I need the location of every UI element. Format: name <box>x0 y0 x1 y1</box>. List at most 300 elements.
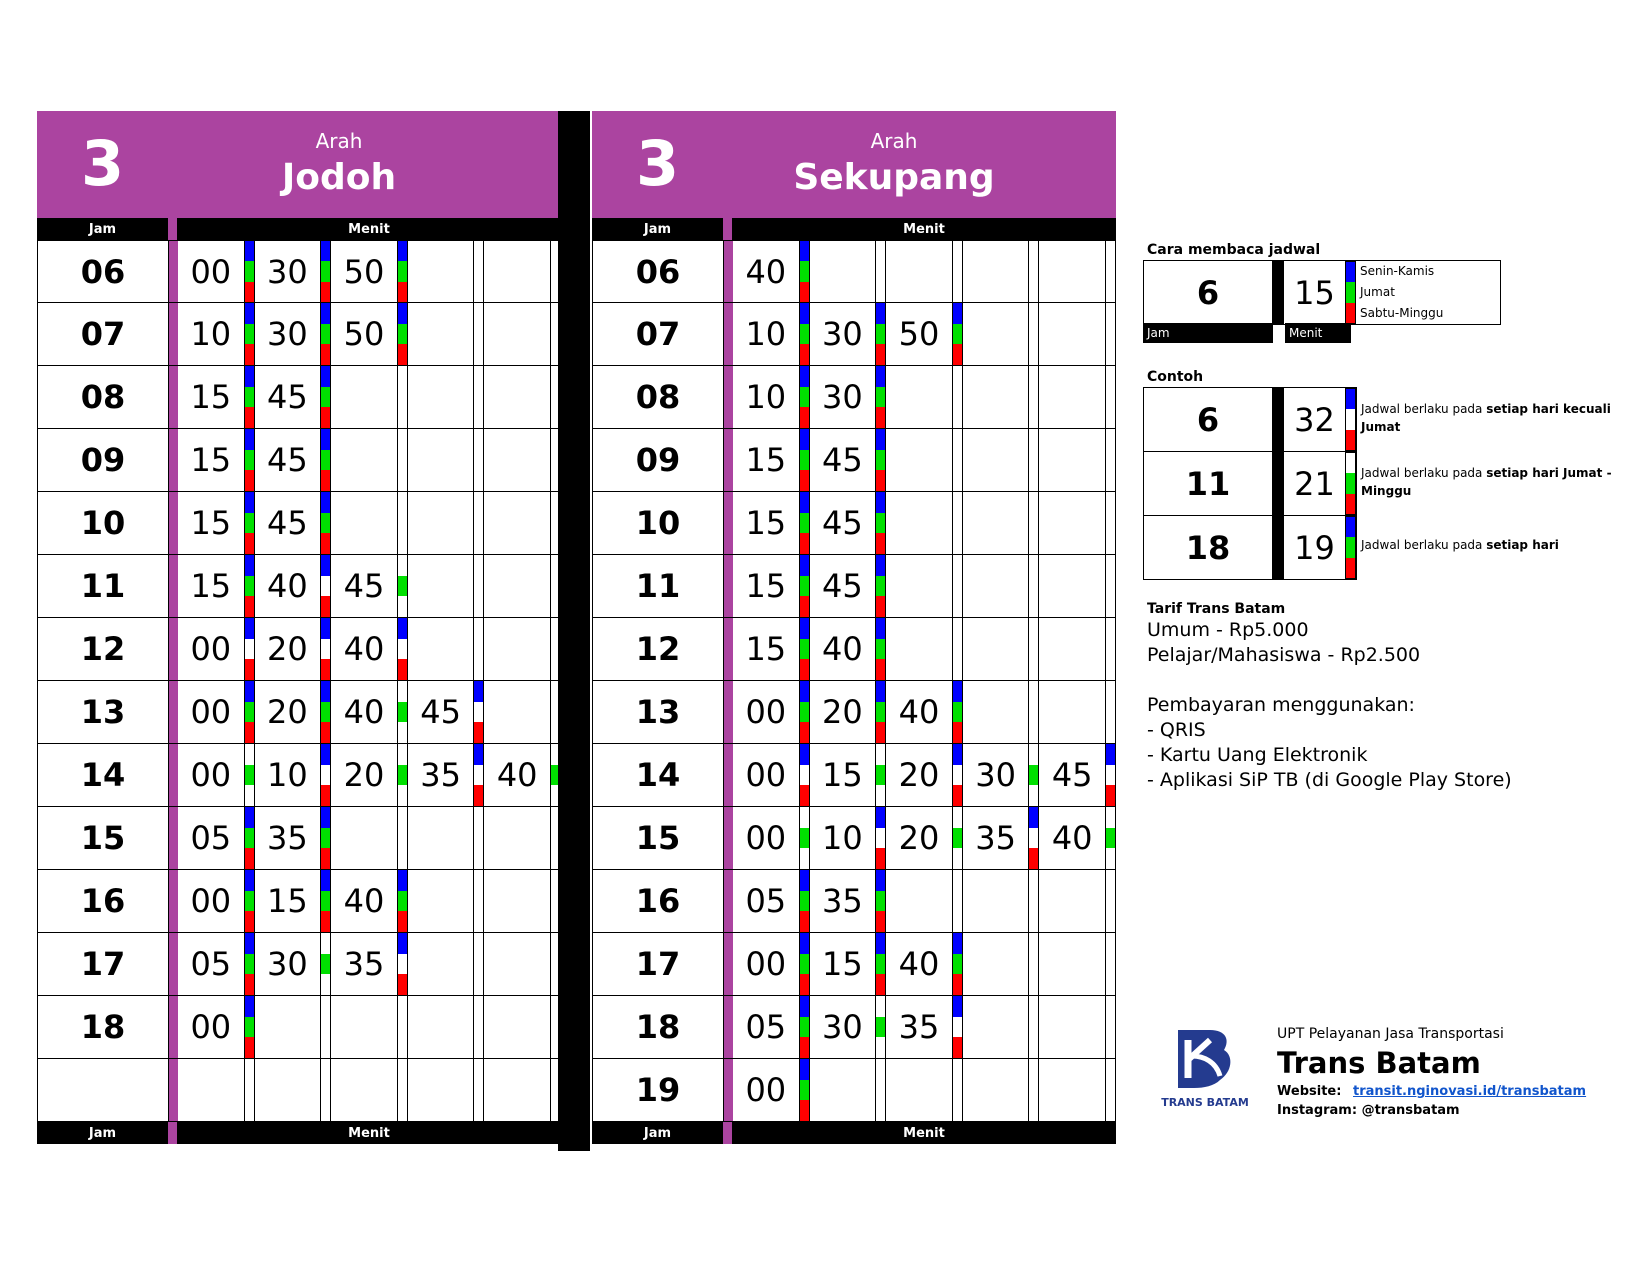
minute-cell <box>1039 807 1116 869</box>
payment-app: - Aplikasi SiP TB (di Google Play Store) <box>1147 769 1512 791</box>
day-indicator <box>875 492 886 554</box>
minute-cell <box>886 492 963 554</box>
minute-value <box>408 996 474 1058</box>
minute-value <box>963 681 1029 743</box>
day-indicator <box>799 303 810 365</box>
day-indicator <box>952 807 963 869</box>
day-indicator <box>1105 555 1116 617</box>
minute-cell <box>255 744 332 806</box>
minute-cell <box>963 870 1040 932</box>
minute-value: 35 <box>267 819 308 857</box>
minute-value <box>963 870 1029 932</box>
minute-cells <box>178 807 561 869</box>
minute-cell <box>886 996 963 1058</box>
timetable-sekupang <box>592 111 1116 1144</box>
day-indicator <box>952 429 963 491</box>
minute-cell <box>484 681 561 743</box>
row-separator <box>169 870 178 932</box>
day-indicator <box>1105 744 1116 806</box>
day-indicator <box>875 996 886 1058</box>
minute-value: 45 <box>343 567 385 605</box>
minute-cell <box>810 681 887 743</box>
example-row <box>1144 388 1611 451</box>
minute-value <box>484 1059 550 1121</box>
day-indicator <box>799 618 810 680</box>
day-indicator <box>397 366 408 428</box>
how-to-read-title: Cara membaca jadwal <box>1147 242 1321 258</box>
minute-value: 40 <box>343 882 385 920</box>
minute-cell <box>810 303 887 365</box>
row-separator <box>724 744 733 806</box>
minute-cells <box>178 744 561 806</box>
day-indicator <box>320 870 331 932</box>
minute-cell <box>255 241 332 302</box>
minute-cell <box>963 241 1040 302</box>
minute-cell <box>963 933 1040 995</box>
day-indicator <box>244 996 255 1058</box>
row-separator <box>169 241 178 302</box>
day-indicator <box>875 366 886 428</box>
minute-cell <box>331 366 408 428</box>
minute-value: 45 <box>822 441 863 479</box>
minute-value: 40 <box>496 756 538 794</box>
day-indicator <box>875 681 886 743</box>
day-indicator <box>320 492 331 554</box>
day-indicator <box>397 807 408 869</box>
day-indicator <box>397 618 408 680</box>
minute-cell <box>484 429 561 491</box>
minute-cell <box>331 1059 408 1121</box>
menit-header: Menit <box>177 218 561 240</box>
row-separator <box>169 492 178 554</box>
minute-value <box>408 1059 474 1121</box>
day-indicator <box>320 555 331 617</box>
minute-value <box>886 618 952 680</box>
minute-value: 15 <box>745 441 787 479</box>
minute-cell <box>255 366 332 428</box>
minute-cell <box>733 870 810 932</box>
minute-cell <box>484 618 561 680</box>
day-indicator <box>320 744 331 806</box>
day-indicator <box>473 870 484 932</box>
day-indicator <box>473 807 484 869</box>
minute-cells <box>178 933 561 995</box>
minute-value: 00 <box>190 693 232 731</box>
example-text-bold: setiap hari Jumat - Minggu <box>1361 466 1612 498</box>
day-indicator <box>799 241 810 302</box>
day-indicator <box>952 996 963 1058</box>
day-indicator <box>799 996 810 1058</box>
example-row <box>1144 515 1559 579</box>
day-indicator <box>875 807 886 869</box>
day-indicator <box>1028 366 1039 428</box>
day-indicator <box>1345 388 1356 451</box>
minute-value: 10 <box>190 315 232 353</box>
day-indicator <box>473 1059 484 1121</box>
minute-value <box>255 1059 321 1121</box>
minute-value <box>963 366 1029 428</box>
direction-label: Arah <box>315 129 363 153</box>
minute-value: 40 <box>822 630 863 668</box>
minute-cells <box>733 241 1116 302</box>
day-indicator <box>320 996 331 1058</box>
minute-cell <box>178 241 255 302</box>
minute-cell <box>178 429 255 491</box>
day-indicator <box>799 807 810 869</box>
minute-cell <box>331 744 408 806</box>
minute-value: 00 <box>190 630 232 668</box>
row-separator <box>724 492 733 554</box>
day-indicator <box>397 996 408 1058</box>
day-indicator <box>952 744 963 806</box>
minute-value: 45 <box>420 693 461 731</box>
minute-cell <box>255 303 332 365</box>
minute-cells <box>733 744 1116 806</box>
schedule-row <box>593 996 1116 1059</box>
minute-cells <box>178 429 561 491</box>
minute-value <box>1039 429 1105 491</box>
minute-value <box>484 303 550 365</box>
minute-value: 20 <box>898 756 940 794</box>
day-indicator <box>320 429 331 491</box>
hour-cell: 19 <box>593 1059 724 1121</box>
day-indicator <box>473 303 484 365</box>
example-text-bold: setiap hari kecuali Jumat <box>1361 402 1611 434</box>
day-indicator <box>875 429 886 491</box>
minute-cell <box>1039 1059 1116 1121</box>
minute-value: 50 <box>343 315 385 353</box>
minute-cell <box>255 807 332 869</box>
destination-name: Sekupang <box>793 157 995 198</box>
day-indicator <box>397 303 408 365</box>
row-separator <box>724 618 733 680</box>
day-indicator <box>397 744 408 806</box>
minute-cell <box>886 555 963 617</box>
schedule-row <box>593 240 1116 303</box>
day-indicator <box>799 933 810 995</box>
row-separator <box>169 429 178 491</box>
contoh-title: Contoh <box>1147 369 1204 385</box>
day-indicator <box>244 429 255 491</box>
minute-value: 10 <box>267 756 308 794</box>
minute-cells <box>733 870 1116 932</box>
footer-separator <box>723 1122 732 1144</box>
hour-cell: 06 <box>38 241 169 302</box>
example-hour: 18 <box>1185 528 1231 567</box>
hour-cell <box>38 1059 169 1121</box>
website-link[interactable]: transit.nginovasi.id/transbatam <box>1353 1084 1587 1099</box>
minute-cell <box>408 366 485 428</box>
minute-cell <box>733 744 810 806</box>
schedule-row <box>593 555 1116 618</box>
minute-value: 15 <box>190 441 232 479</box>
day-indicator <box>320 303 331 365</box>
minute-cells <box>733 618 1116 680</box>
day-indicator <box>952 870 963 932</box>
hour-cell: 09 <box>38 429 169 491</box>
row-separator <box>724 1059 733 1121</box>
minute-cell <box>331 933 408 995</box>
day-indicator <box>1028 681 1039 743</box>
minute-cell <box>886 241 963 302</box>
minute-value: 45 <box>822 504 863 542</box>
minute-cell <box>408 933 485 995</box>
minute-cell <box>963 807 1040 869</box>
hour-cell: 08 <box>38 366 169 428</box>
minute-value: 45 <box>822 567 863 605</box>
minute-cell <box>886 681 963 743</box>
day-indicator <box>1028 492 1039 554</box>
minute-cell <box>1039 933 1116 995</box>
minute-cells <box>178 366 561 428</box>
minute-cell <box>810 366 887 428</box>
minute-value <box>408 555 474 617</box>
minute-cells <box>733 1059 1116 1121</box>
row-separator <box>724 241 733 302</box>
day-indicator <box>244 366 255 428</box>
row-separator <box>169 303 178 365</box>
minute-value <box>408 303 474 365</box>
minute-cells <box>733 429 1116 491</box>
hour-cell: 18 <box>593 996 724 1058</box>
day-indicator <box>875 618 886 680</box>
minute-value <box>1039 241 1105 302</box>
minute-cell <box>1039 366 1116 428</box>
minute-value: 20 <box>267 693 308 731</box>
minute-value: 00 <box>745 756 787 794</box>
minute-cell <box>963 744 1040 806</box>
minute-value: 45 <box>267 441 308 479</box>
example-row <box>1144 451 1612 515</box>
minute-value <box>484 366 550 428</box>
minute-value <box>484 429 550 491</box>
minute-cells <box>178 618 561 680</box>
payment-qris: - QRIS <box>1147 719 1206 741</box>
day-indicator <box>397 555 408 617</box>
instagram-label: Instagram: <box>1277 1103 1358 1118</box>
minute-cell <box>255 429 332 491</box>
schedule-row <box>38 996 561 1059</box>
minute-cell <box>733 241 810 302</box>
day-indicator <box>397 492 408 554</box>
minute-cell <box>810 744 887 806</box>
day-indicator <box>1105 681 1116 743</box>
minute-cell <box>886 1059 963 1121</box>
minute-cell <box>810 1059 887 1121</box>
row-separator <box>724 807 733 869</box>
row-separator <box>169 933 178 995</box>
minute-value <box>1039 870 1105 932</box>
hour-cell: 15 <box>593 807 724 869</box>
minute-value: 20 <box>343 756 385 794</box>
minute-cell <box>810 870 887 932</box>
upt-label: UPT Pelayanan Jasa Transportasi <box>1277 1026 1504 1042</box>
minute-cell <box>484 366 561 428</box>
day-indicator <box>875 744 886 806</box>
schedule-row <box>593 492 1116 555</box>
minute-cell <box>331 492 408 554</box>
minute-value: 35 <box>822 882 863 920</box>
minute-cells <box>733 492 1116 554</box>
minute-value: 05 <box>190 945 232 983</box>
day-label-jumat: Jumat <box>1360 285 1395 299</box>
direction-label: Arah <box>870 129 918 153</box>
day-indicator <box>1028 870 1039 932</box>
minute-cell <box>1039 429 1116 491</box>
minute-cell <box>178 681 255 743</box>
day-indicator <box>1105 303 1116 365</box>
minute-value <box>963 996 1029 1058</box>
minute-value: 30 <box>267 252 308 291</box>
minute-value: 45 <box>267 378 308 416</box>
trans-batam-logo <box>1160 1026 1250 1109</box>
minute-value <box>963 241 1029 302</box>
day-indicator <box>952 1059 963 1121</box>
minute-value: 00 <box>190 882 232 920</box>
minute-value <box>886 429 952 491</box>
day-indicator <box>397 1059 408 1121</box>
day-indicator <box>799 1059 810 1121</box>
schedule-row <box>38 681 561 744</box>
minute-cell <box>733 429 810 491</box>
minute-cell <box>886 870 963 932</box>
minute-cell <box>255 492 332 554</box>
minute-value <box>484 807 550 869</box>
minute-cell <box>484 241 561 302</box>
day-indicator <box>473 996 484 1058</box>
minute-cells <box>733 681 1116 743</box>
minute-cell <box>810 807 887 869</box>
route-number: 3 <box>636 127 680 200</box>
minute-cell <box>886 366 963 428</box>
schedule-row <box>593 618 1116 681</box>
minute-cell <box>255 933 332 995</box>
example-separator <box>1272 452 1283 515</box>
brand-info <box>1277 1026 1586 1118</box>
minute-value: 10 <box>745 378 787 416</box>
timetable-divider <box>558 111 590 1151</box>
hour-cell: 09 <box>593 429 724 491</box>
example-text: Jadwal berlaku pada <box>1361 538 1487 552</box>
example-hour: 11 <box>1185 464 1231 503</box>
minute-value <box>963 555 1029 617</box>
minute-cell <box>331 807 408 869</box>
day-indicator <box>473 555 484 617</box>
day-indicator <box>244 870 255 932</box>
minute-cell <box>1039 241 1116 302</box>
minute-value: 15 <box>190 504 232 542</box>
row-separator <box>724 555 733 617</box>
timetable-jodoh <box>37 111 561 1144</box>
minute-cell <box>733 933 810 995</box>
day-indicator <box>875 241 886 302</box>
minute-cell <box>1039 555 1116 617</box>
minute-cell <box>255 996 332 1058</box>
minute-cell <box>178 618 255 680</box>
day-indicator <box>952 492 963 554</box>
hour-cell: 08 <box>593 366 724 428</box>
minute-value <box>886 366 952 428</box>
minute-cells <box>178 555 561 617</box>
minute-value <box>331 996 397 1058</box>
minute-cell <box>733 1059 810 1121</box>
minute-value: 20 <box>267 630 308 668</box>
day-indicator <box>1345 261 1356 324</box>
minute-cell <box>810 492 887 554</box>
minute-value: 05 <box>745 882 787 920</box>
schedule-row <box>38 240 561 303</box>
day-indicator <box>1028 555 1039 617</box>
minute-cell <box>963 303 1040 365</box>
minute-value <box>886 555 952 617</box>
day-indicator <box>397 870 408 932</box>
minute-value: 00 <box>190 756 232 794</box>
minute-value: 40 <box>745 252 787 291</box>
schedule-row <box>593 933 1116 996</box>
minute-cell <box>733 555 810 617</box>
minute-value: 30 <box>267 945 308 983</box>
day-indicator <box>320 1059 331 1121</box>
minute-value <box>963 492 1029 554</box>
row-separator <box>724 303 733 365</box>
minute-cell <box>331 555 408 617</box>
day-indicator <box>799 870 810 932</box>
instagram-handle: @transbatam <box>1361 1103 1460 1118</box>
minute-value <box>886 241 952 302</box>
menit-header: Menit <box>732 218 1116 240</box>
minute-value: 15 <box>745 630 787 668</box>
minute-value <box>484 555 550 617</box>
minute-value: 45 <box>267 504 308 542</box>
minute-value <box>886 1059 952 1121</box>
day-indicator <box>1028 996 1039 1058</box>
minute-cell <box>963 555 1040 617</box>
day-indicator <box>1028 303 1039 365</box>
minute-value <box>408 429 474 491</box>
minute-value <box>331 366 397 428</box>
schedule-row <box>38 807 561 870</box>
day-label-senin-kamis: Senin-Kamis <box>1360 264 1435 278</box>
day-indicator <box>1105 870 1116 932</box>
minute-cell <box>733 807 810 869</box>
day-indicator <box>1028 807 1039 869</box>
payment-card: - Kartu Uang Elektronik <box>1147 744 1368 766</box>
hour-cell: 07 <box>593 303 724 365</box>
day-indicator <box>1105 933 1116 995</box>
minute-value <box>178 1059 244 1121</box>
minute-value: 30 <box>822 315 863 353</box>
minute-cells <box>178 303 561 365</box>
fare-pelajar: Pelajar/Mahasiswa - Rp2.500 <box>1147 644 1421 666</box>
minute-cell <box>331 996 408 1058</box>
day-indicator <box>1105 366 1116 428</box>
hour-cell: 16 <box>38 870 169 932</box>
header-separator <box>168 218 177 240</box>
row-separator <box>169 996 178 1058</box>
minute-value <box>255 996 321 1058</box>
row-separator <box>724 681 733 743</box>
day-indicator <box>1028 1059 1039 1121</box>
example-text: Jadwal berlaku pada <box>1361 466 1487 480</box>
schedule-row <box>38 933 561 996</box>
day-indicator <box>1105 807 1116 869</box>
minute-value: 00 <box>190 252 232 291</box>
minute-cell <box>331 618 408 680</box>
minute-cell <box>484 870 561 932</box>
minute-value <box>1039 996 1105 1058</box>
day-indicator <box>952 681 963 743</box>
day-indicator <box>1105 492 1116 554</box>
